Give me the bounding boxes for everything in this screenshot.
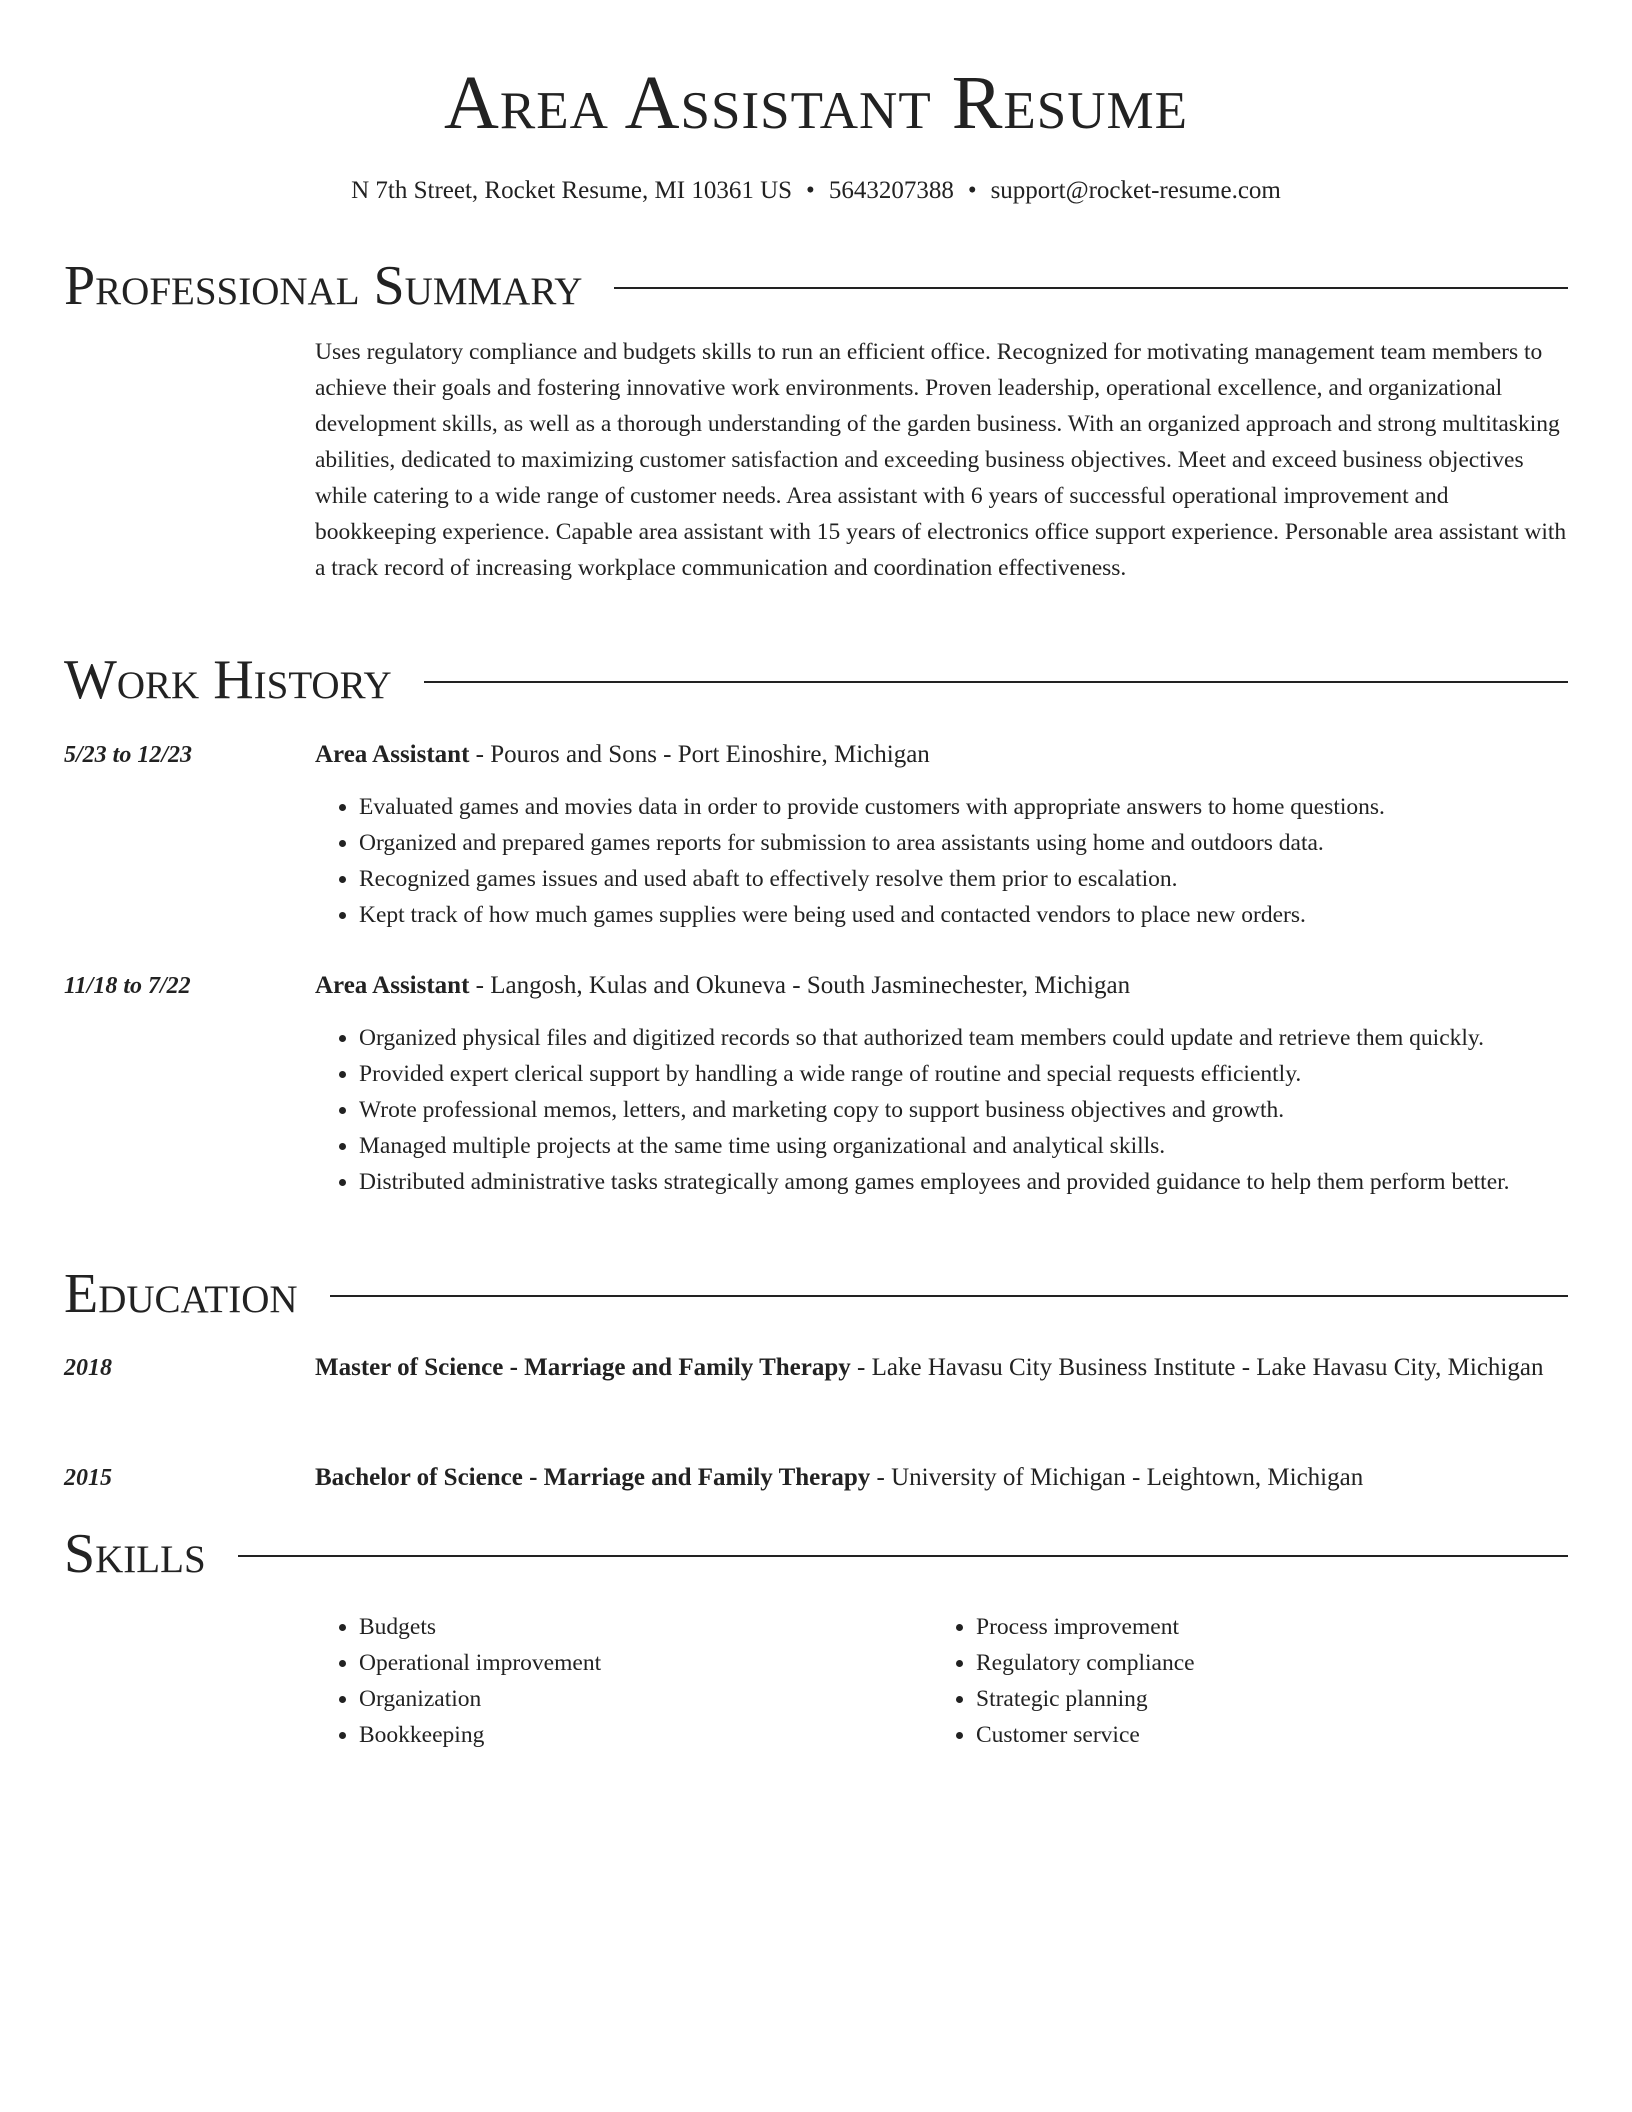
skill-item: • Operational improvement	[359, 1645, 919, 1681]
skill-item: • Customer service	[976, 1717, 1536, 1753]
job-bullet: • Kept track of how much games supplies were being used and contacted vendors to place new orders.	[359, 897, 1612, 933]
education-section-header	[64, 1262, 1568, 1326]
job-bullet: • Managed multiple projects at the same time using organizational and analytical skills.	[359, 1128, 1612, 1164]
job-title: Area Assistant	[315, 972, 470, 999]
degree: Master of Science - Marriage and Family Therapy	[315, 1354, 851, 1381]
section-title-work: Work History	[64, 649, 392, 711]
email: support@rocket-resume.com	[990, 177, 1281, 204]
education-year: 2015	[64, 1465, 112, 1491]
education-heading	[315, 1458, 1568, 1498]
education-year: 2018	[64, 1355, 112, 1381]
separator-dot: •	[967, 177, 977, 204]
section-title-summary: Professional Summary	[64, 255, 583, 317]
job-heading	[315, 735, 1568, 775]
skill-item: • Regulatory compliance	[976, 1645, 1536, 1681]
section-title-education: Education	[64, 1263, 298, 1325]
separator-dot: •	[806, 177, 815, 204]
job-bullets	[315, 789, 1612, 933]
section-divider	[330, 1295, 1568, 1297]
resume-title: Area Assistant Resume	[443, 61, 1189, 145]
job-bullet: • Provided expert clerical support by handling a wide range of routine and special requests efficiently.	[359, 1056, 1612, 1092]
skill-item: • Bookkeeping	[359, 1717, 919, 1753]
section-divider	[424, 681, 1568, 683]
job-details: - Pouros and Sons - Port Einoshire, Michigan	[469, 741, 930, 768]
job-bullet: • Organized physical files and digitized records so that authorized team members could update and retrieve them quickly.	[359, 1020, 1612, 1056]
work-section-header	[64, 648, 1568, 712]
summary-text: Uses regulatory compliance and budgets skills to run an efficient office. Recognized for motivating management team members to achieve their goals and fostering innovative work environments. Proven leadership, operational excellence, and organizational development skills, as well as a thorough understanding of the garden business. With an organized approach and strong multitasking abilities, dedicated to maximizing customer satisfaction and exceeding business objectives. Meet and exceed business objectives while catering to a wide range of customer needs. Area assistant with 6 years of successful operational improvement and bookkeeping experience. Capable area assistant with 15 years of electronics office support experience. Personable area assistant with a track record of increasing workplace communication and coordination effectiveness.	[315, 339, 1567, 581]
education-heading	[315, 1348, 1568, 1388]
job-bullets	[315, 1020, 1612, 1200]
job-bullet: • Organized and prepared games reports for submission to area assistants using home and outdoors data.	[359, 825, 1612, 861]
skill-item: • Budgets	[359, 1609, 919, 1645]
skills-section-header	[64, 1522, 1568, 1586]
summary-section-header	[64, 254, 1568, 318]
job-dates: 11/18 to 7/22	[64, 973, 191, 999]
education-details: - University of Michigan - Leightown, Michigan	[870, 1464, 1364, 1491]
contact-line	[64, 174, 1568, 208]
degree: Bachelor of Science - Marriage and Family Therapy	[315, 1464, 871, 1491]
skill-item: • Strategic planning	[976, 1681, 1536, 1717]
address: N 7th Street, Rocket Resume, MI 10361 US	[351, 177, 793, 204]
job-bullet: • Evaluated games and movies data in order to provide customers with appropriate answers to home questions.	[359, 789, 1612, 825]
job-details: - Langosh, Kulas and Okuneva - South Jasminechester, Michigan	[469, 972, 1131, 999]
skills-list-left	[315, 1609, 919, 1753]
skill-item: • Organization	[359, 1681, 919, 1717]
education-details: - Lake Havasu City Business Institute - Lake Havasu City, Michigan	[850, 1354, 1544, 1381]
skill-item: • Process improvement	[976, 1609, 1536, 1645]
job-bullet: • Recognized games issues and used abaft to effectively resolve them prior to escalation.	[359, 861, 1612, 897]
phone: 5643207388	[828, 177, 954, 204]
section-divider	[238, 1555, 1568, 1557]
skills-list-right	[932, 1609, 1536, 1753]
section-title-skills: Skills	[64, 1523, 206, 1585]
section-divider	[614, 287, 1568, 289]
job-bullet: • Wrote professional memos, letters, and marketing copy to support business objectives and growth.	[359, 1092, 1612, 1128]
job-heading	[315, 966, 1568, 1006]
job-title: Area Assistant	[315, 741, 470, 768]
job-bullet: • Distributed administrative tasks strategically among games employees and provided guidance to help them perform better.	[359, 1164, 1612, 1200]
job-dates: 5/23 to 12/23	[64, 742, 193, 768]
